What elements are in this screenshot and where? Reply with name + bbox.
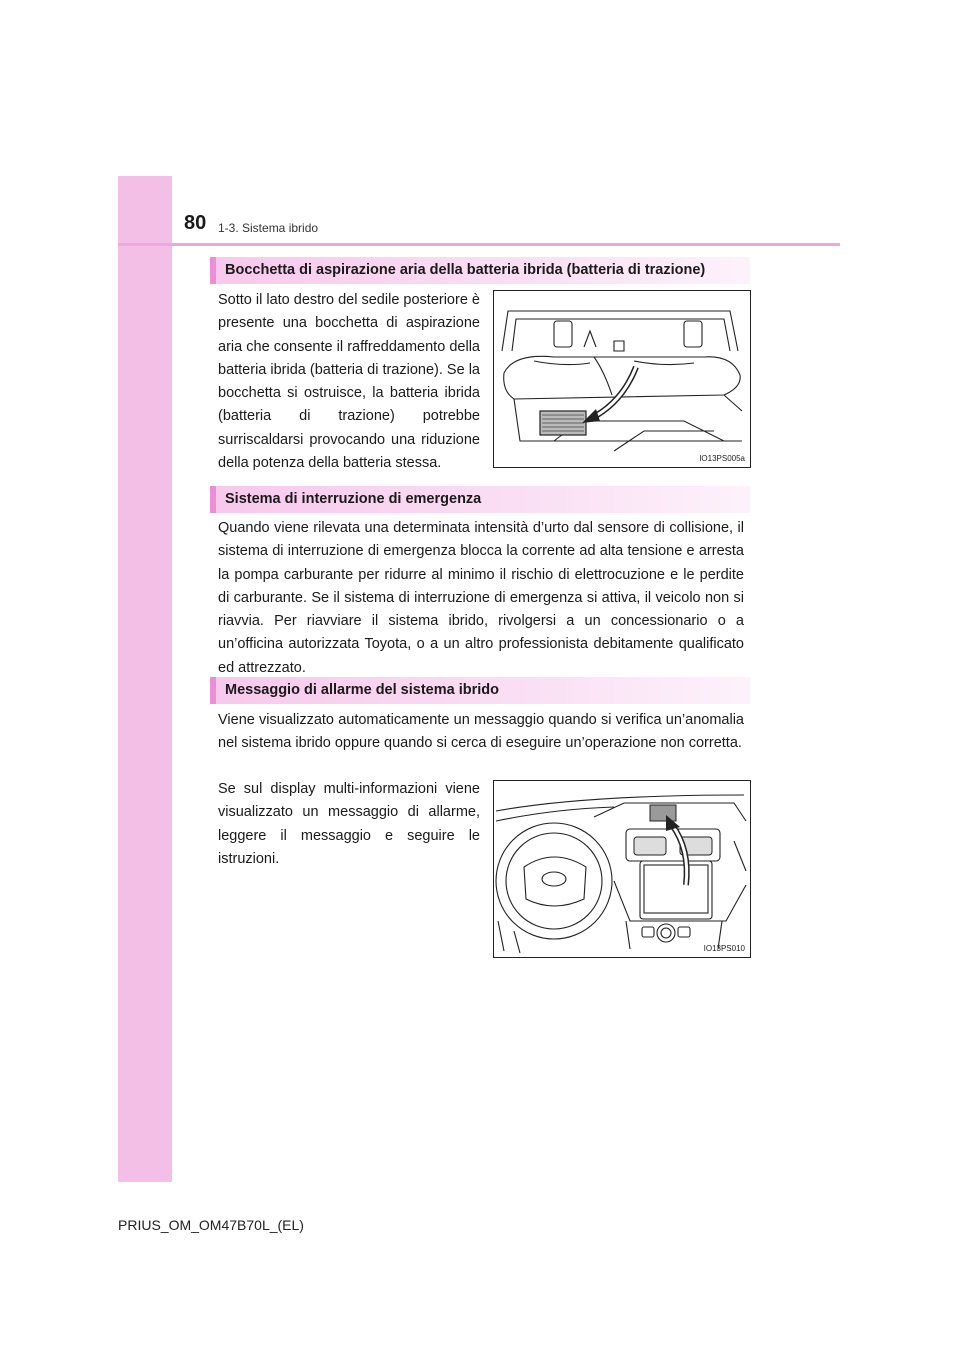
air-intake-paragraph: Sotto il lato destro del sedile posteriore è presente una bocchetta di aspirazione aria che consente il raffreddamento della batteria ibrida (batteria di trazione). Se la bocchetta si ostruisce, la batteria ibrida (batteria di trazione) potrebbe surriscaldarsi provocando una riduzione della potenza della batteria stessa.: [218, 292, 480, 472]
header-rule: [118, 243, 840, 246]
side-tab-band: [118, 176, 172, 1182]
heading-air-intake: [210, 257, 750, 284]
figure-code: IO13PS010: [703, 944, 745, 953]
warning-instructions-paragraph: Se sul display multi-informazioni viene visualizzato un messaggio di allarme, leggere il messaggio e seguire le istruzioni.: [218, 781, 480, 867]
dashboard-illustration: [494, 781, 750, 957]
dashboard-display-figure: [493, 780, 751, 958]
figure-code: IO13PS005a: [699, 454, 745, 463]
heading-warning-message: [210, 677, 750, 704]
emergency-shutoff-paragraph: Quando viene rilevata una determinata intensità d’urto dal sensore di collisione, il sistema di interruzione di emergenza blocca la corrente ad alta tensione e arresta la pompa carburante per ridurre al minimo il rischio di elettrocuzione e le perdite di carburante. Se il sistema di interruzione di emergenza si attiva, il veicolo non si riavvia. Per riavviare il sistema ibrido, rivolgersi a un concessionario o a un’officina autorizzata Toyota, o a un altro professionista debitamente qualificato ed attrezzato.: [218, 520, 744, 676]
heading-warning-message-text: Messaggio di allarme del sistema ibrido: [225, 682, 499, 698]
rear-seat-air-intake-figure: [493, 290, 751, 468]
page-number: 80: [184, 212, 207, 234]
heading-air-intake-text: Bocchetta di aspirazione aria della batteria ibrida (batteria di trazione): [225, 262, 706, 278]
warning-message-paragraph: Viene visualizzato automaticamente un messaggio quando si verifica un’anomalia nel sistema ibrido oppure quando si cerca di eseguire un’operazione non corretta.: [218, 712, 744, 752]
section-title: 1-3. Sistema ibrido: [218, 221, 319, 235]
rear-seat-illustration: [494, 291, 750, 467]
heading-emergency-shutoff-text: Sistema di interruzione di emergenza: [225, 491, 482, 507]
heading-emergency-shutoff: [210, 486, 750, 513]
footer-document-code: PRIUS_OM_OM47B70L_(EL): [118, 1217, 304, 1233]
